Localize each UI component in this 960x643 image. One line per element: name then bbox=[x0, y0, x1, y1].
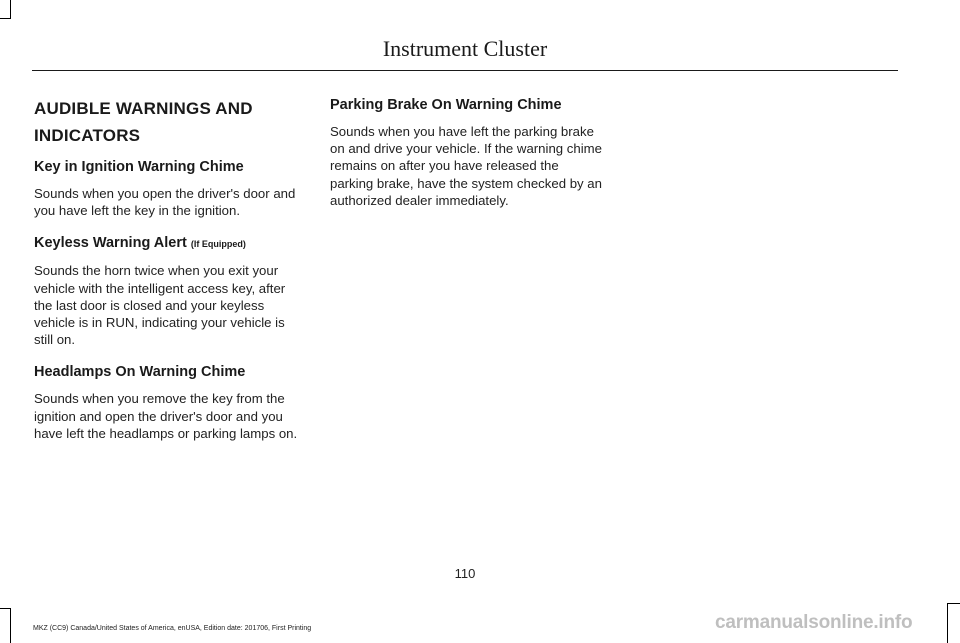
paragraph-parking-brake: Sounds when you have left the parking brake on and drive your vehicle. If the warning chime remains on after you have released the parking brake, have the system checked by an authorized dealer immediately. bbox=[330, 124, 602, 208]
subheading-text: Parking Brake On Warning Chime bbox=[330, 97, 562, 113]
crop-mark-bottom-left-h bbox=[0, 608, 11, 609]
crop-mark-bottom-right-h bbox=[947, 603, 960, 604]
crop-mark-top-left-h bbox=[0, 18, 11, 19]
subheading-text: Keyless Warning Alert bbox=[34, 235, 187, 252]
subheading-text: Key in Ignition Warning Chime bbox=[34, 159, 244, 175]
page-number: 110 bbox=[454, 566, 476, 581]
crop-mark-bottom-left-v bbox=[10, 608, 11, 643]
paragraph-keyless-warning: Sounds the horn twice when you exit your vehicle with the intelligent access key, after the last door is closed and your keyless vehicle is in RUN, indicating your vehicle is still on. bbox=[34, 263, 286, 348]
page-header-title: Instrument Cluster bbox=[382, 36, 548, 61]
subheading-keyless-warning bbox=[34, 233, 306, 254]
left-column bbox=[34, 95, 306, 456]
subheading-text: Headlamps On Warning Chime bbox=[34, 364, 246, 381]
paragraph-key-in-ignition: Sounds when you open the driver's door and you have left the key in the ignition. bbox=[34, 186, 296, 219]
crop-mark-bottom-right-v bbox=[947, 603, 948, 643]
subheading-key-in-ignition bbox=[34, 157, 306, 177]
header-divider bbox=[32, 70, 898, 71]
watermark: carmanualsonline.info bbox=[715, 612, 913, 633]
paragraph-headlamps-on: Sounds when you remove the key from the ignition and open the driver's door and you have left the headlamps or parking lamps on. bbox=[34, 391, 298, 441]
equipped-note: (If Equipped) bbox=[190, 239, 246, 250]
subheading-headlamps-on bbox=[34, 362, 306, 382]
section-title: AUDIBLE WARNINGS AND INDICATORS bbox=[34, 99, 253, 145]
subheading-parking-brake bbox=[330, 95, 602, 115]
crop-mark-top-left-v bbox=[10, 0, 11, 18]
right-column bbox=[330, 95, 602, 223]
edition-note: MKZ (CC9) Canada/United States of America, enUSA, Edition date: 201706, First Printing bbox=[33, 625, 312, 632]
